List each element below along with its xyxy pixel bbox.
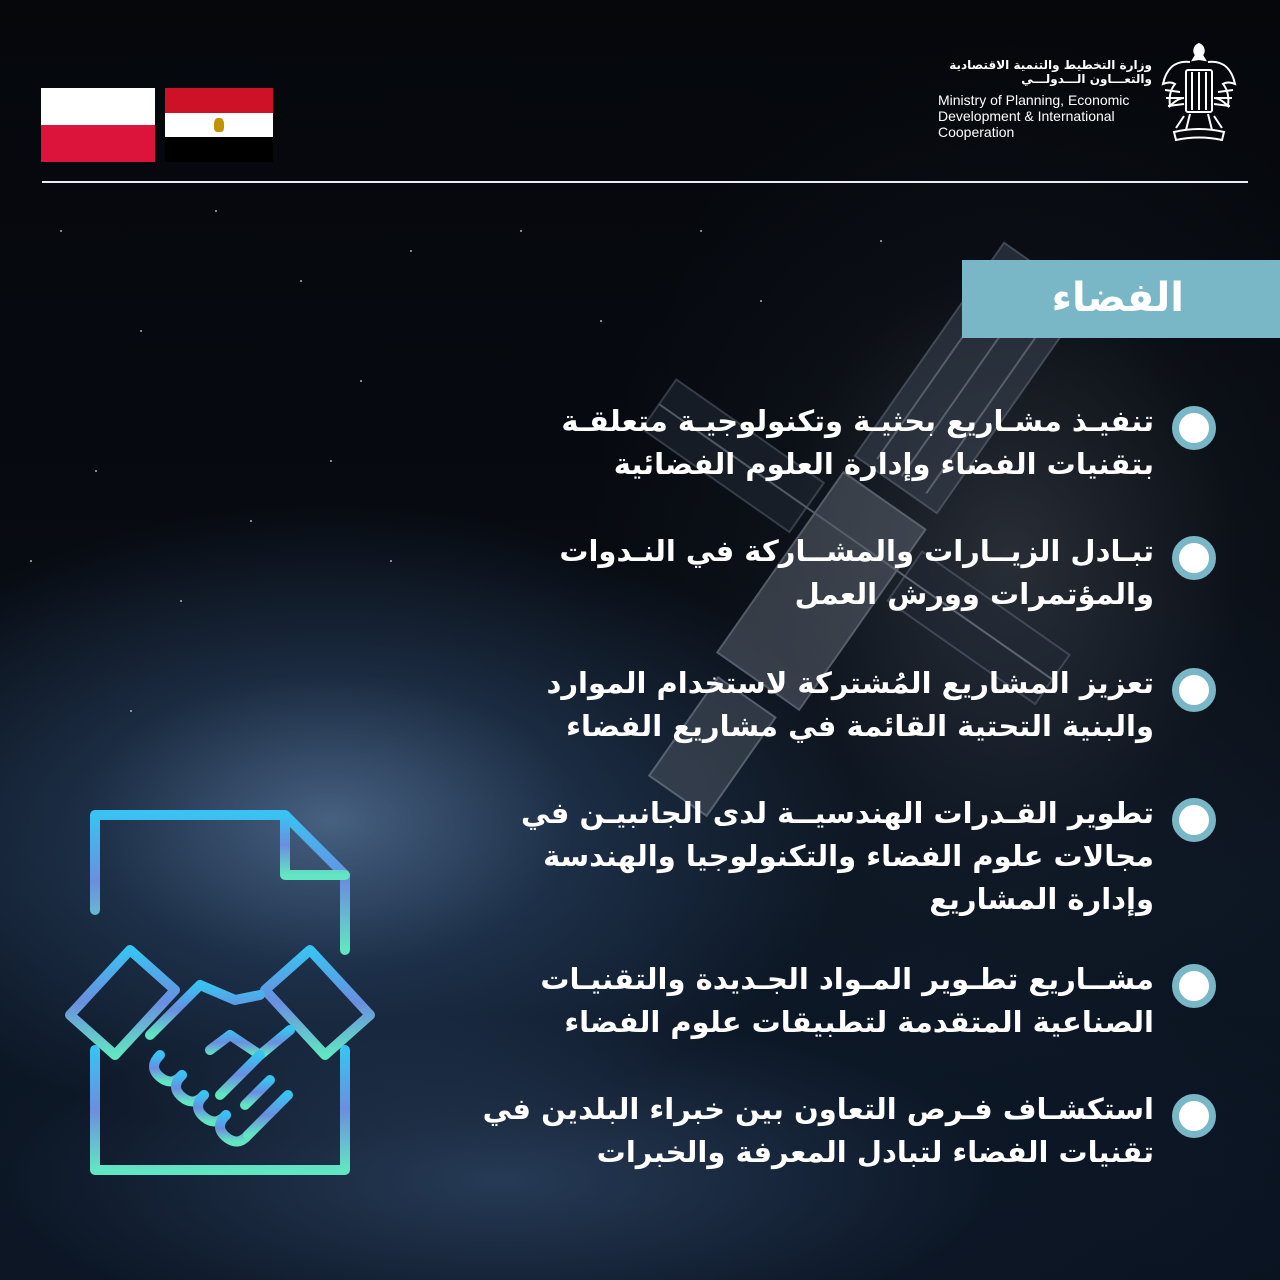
list-item-text: مشــاريع تطـوير المـواد الجـديدة والتقنيـات الصناعية المتقدمة لتطبيقات علوم الفضاء: [540, 962, 1154, 1039]
egypt-flag: [165, 88, 273, 162]
ministry-name-arabic-line1: وزارة التخطيط والتنمية الاقتصادية: [949, 58, 1152, 72]
circle-bullet-icon: [1172, 536, 1216, 580]
list-item: [478, 662, 1218, 748]
ministry-name-english-line3: Cooperation: [938, 124, 1015, 140]
egypt-eagle-emblem-icon: [1160, 40, 1238, 150]
poland-flag: [41, 88, 155, 162]
ministry-name-english: [930, 92, 1152, 140]
ministry-name-english-line1: Ministry of Planning, Economic: [938, 92, 1130, 108]
list-item-text: تطوير القـدرات الهندسيــة لدى الجانبيـن في مجالات علوم الفضاء والتكنولوجيا والهندسة وإدارة المشاريع: [521, 796, 1154, 916]
circle-bullet-icon: [1172, 1094, 1216, 1138]
title-banner: [962, 260, 1280, 338]
list-item: [478, 1088, 1218, 1174]
list-item: [478, 958, 1218, 1044]
handshake-document-icon: [60, 800, 380, 1190]
header-divider: [42, 181, 1248, 183]
list-item-text: تعزيز المشاريع المُشتركة لاستخدام الموارد والبنية التحتية القائمة في مشاريع الفضاء: [546, 666, 1154, 743]
list-item: [478, 400, 1218, 486]
circle-bullet-icon: [1172, 406, 1216, 450]
list-item: [478, 792, 1218, 921]
list-item: [478, 530, 1218, 616]
ministry-name-english-line2: Development & International: [938, 108, 1115, 124]
list-item-text: تنفيـذ مشـاريع بحثيـة وتكنولوجيـة متعلقـة بتقنيات الفضاء وإدارة العلوم الفضائية: [561, 404, 1154, 481]
list-item-text: تبـادل الزيــارات والمشــاركة في النـدوات والمؤتمرات وورش العمل: [559, 534, 1154, 611]
ministry-name-block: [930, 58, 1152, 140]
circle-bullet-icon: [1172, 668, 1216, 712]
flag-eagle-icon: [214, 118, 224, 132]
list-item-text: استكشـاف فـرص التعاون بين خبراء البلدين في تقنيات الفضاء لتبادل المعرفة والخبرات: [482, 1092, 1154, 1169]
page-title: الفضاء: [1051, 275, 1184, 321]
circle-bullet-icon: [1172, 964, 1216, 1008]
ministry-name-arabic-line2: والتعـــاون الـــدولـــي: [1021, 72, 1152, 86]
circle-bullet-icon: [1172, 798, 1216, 842]
